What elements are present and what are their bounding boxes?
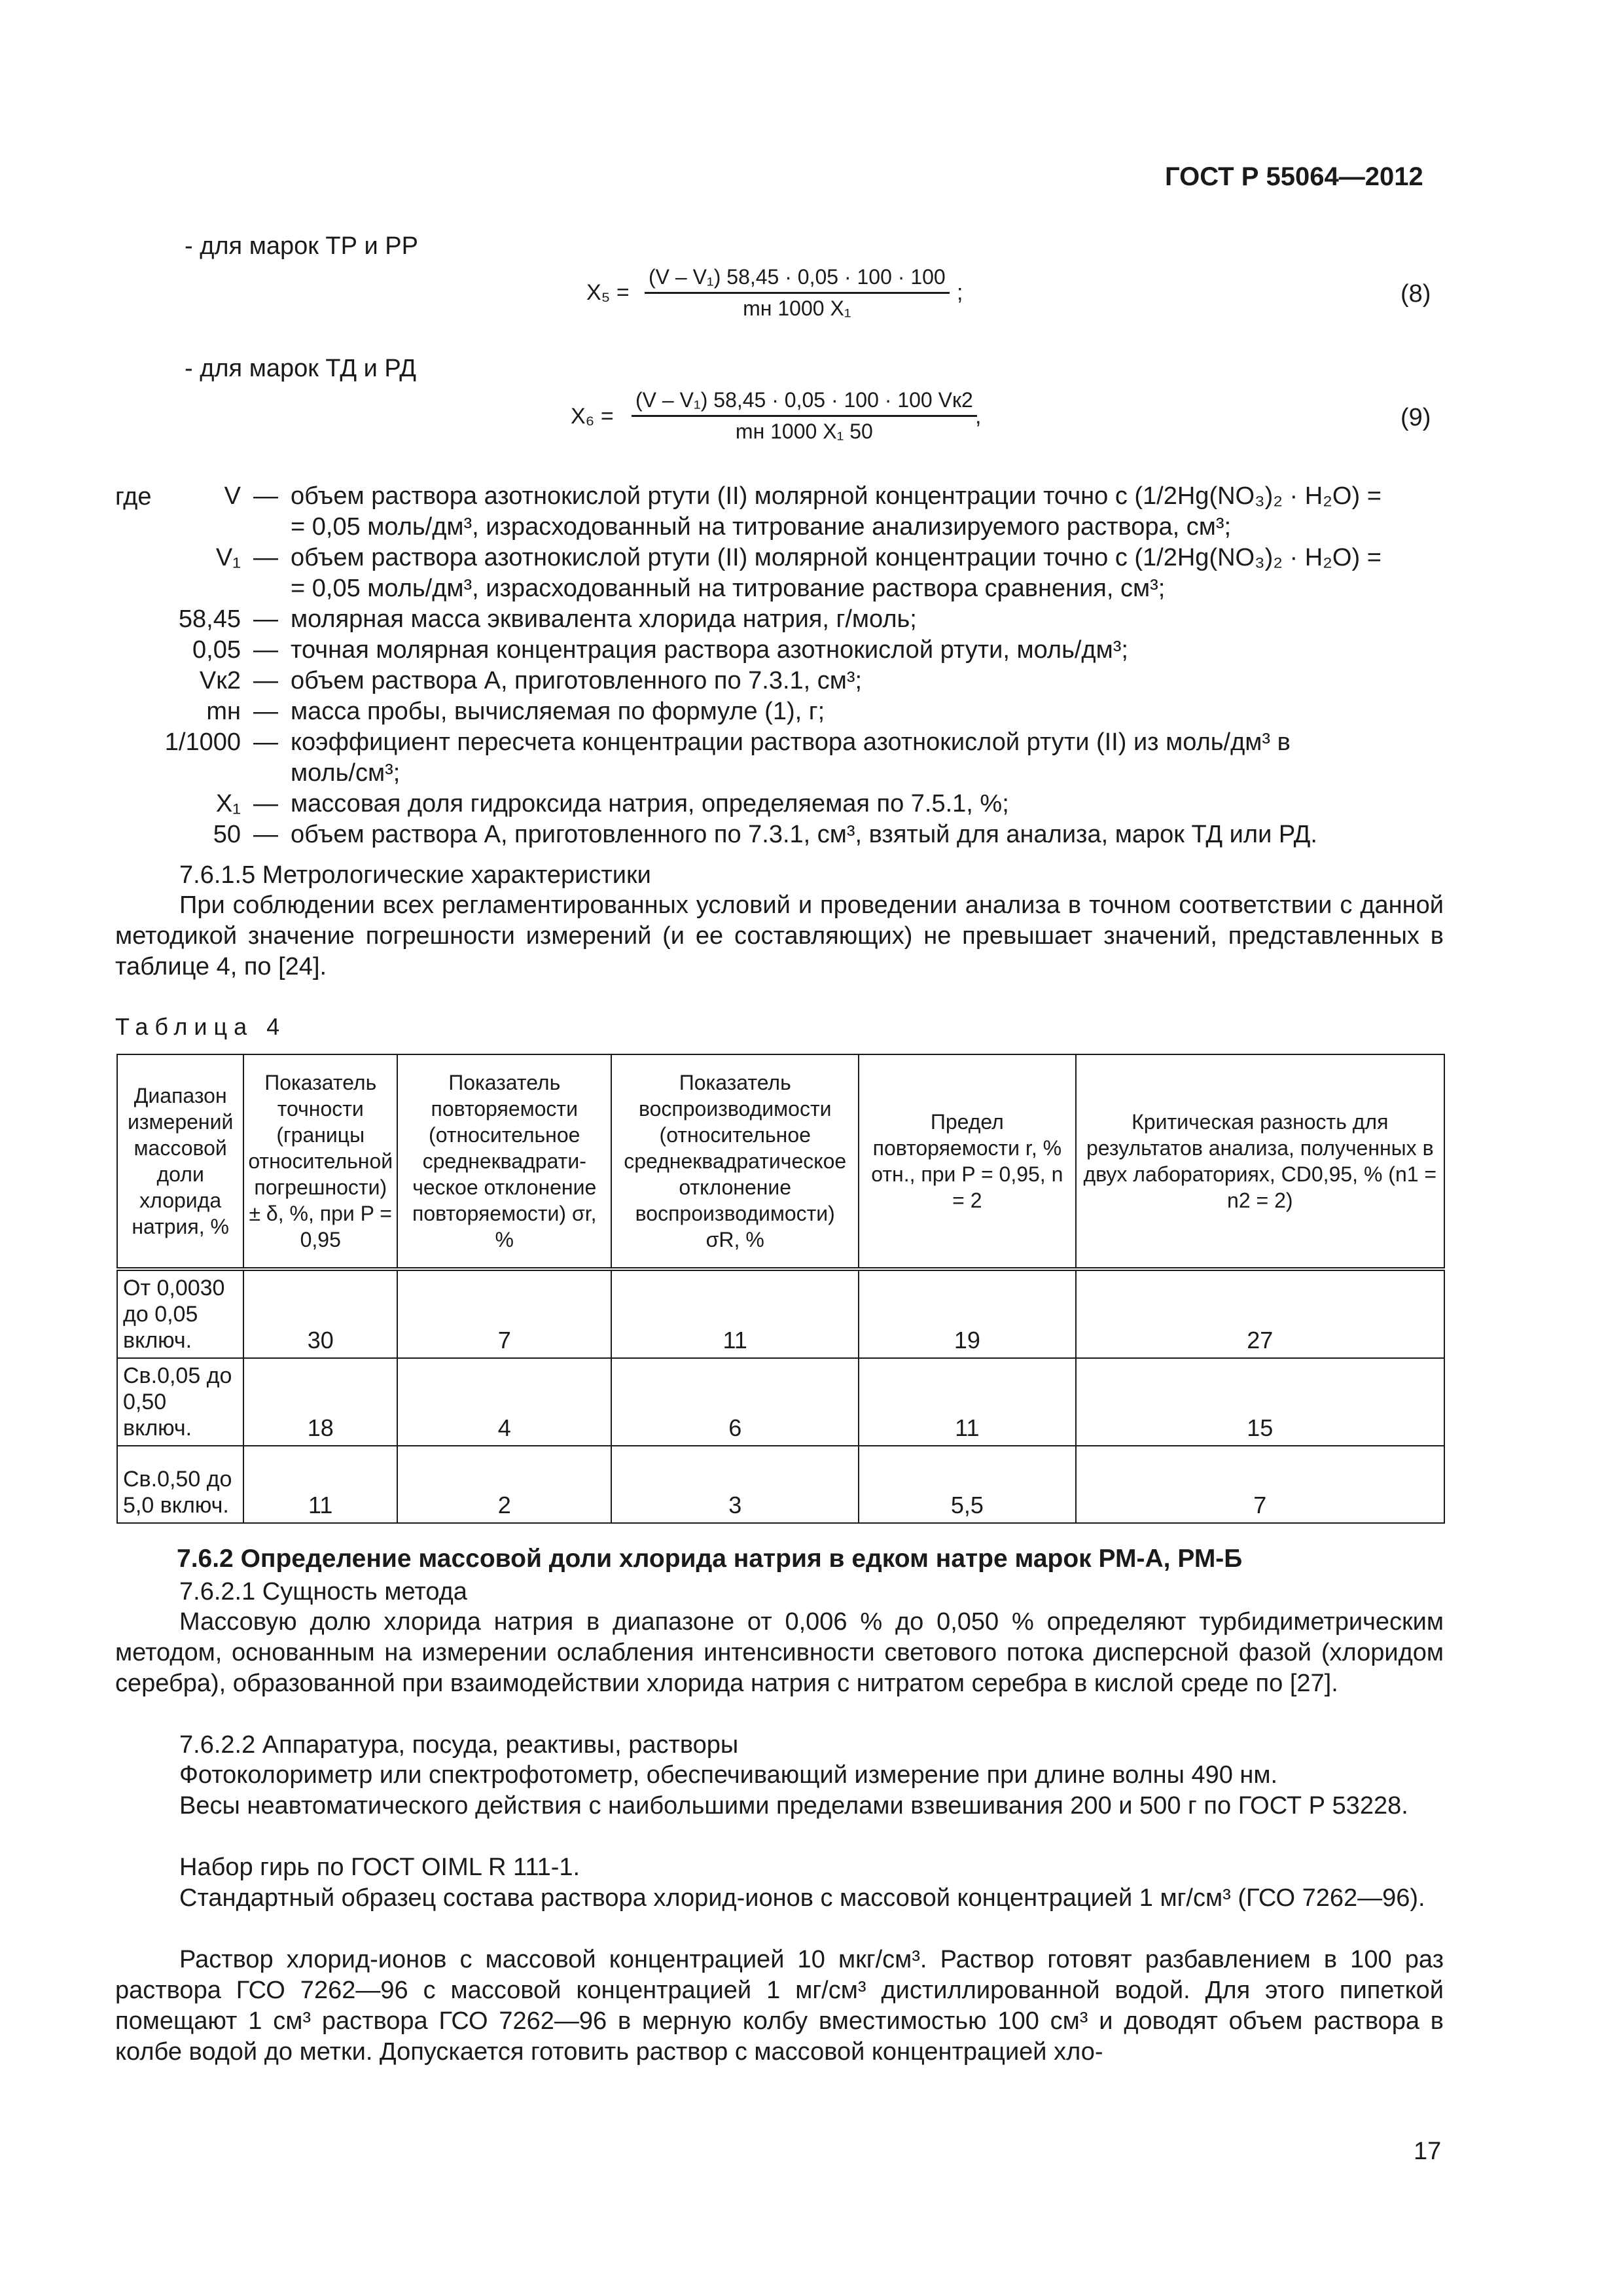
definition-dash: —	[253, 821, 278, 848]
value-cell: 11	[859, 1358, 1075, 1446]
apparatus-heading: 7.6.2.2 Аппаратура, посуда, реактивы, растворы	[179, 1731, 739, 1759]
table-header-cell: Показатель повторяемости (относительное среднеквадрати-ческое отклонение повторяемости) σr, %	[397, 1054, 611, 1269]
definition-dash: —	[253, 728, 278, 756]
definition-term: 50	[213, 821, 241, 848]
value-cell: 11	[611, 1269, 859, 1358]
table-header-cell: Показатель воспроизводимости (относительное среднеквадратическое отклонение воспроизводимости) σR, %	[611, 1054, 859, 1269]
formula-8-tail: ;	[957, 280, 963, 305]
section-title: 7.6.2 Определение массовой доли хлорида натрия в едком натре марок РМ-А, РМ-Б	[177, 1545, 1243, 1573]
definition-item	[115, 789, 1444, 819]
formula-9-numerator: (V – V₁) 58,45 · 0,05 · 100 · 100 Vк2	[632, 388, 977, 417]
value-cell: 3	[611, 1446, 859, 1523]
range-cell: Св.0,50 до 5,0 включ.	[117, 1446, 243, 1523]
formula-9-label: - для марок ТД и РД	[185, 355, 416, 382]
apparatus-scales: Весы неавтоматического действия с наибольшими пределами взвешивания 200 и 500 г по ГОСТ Р 53228.	[179, 1792, 1408, 1820]
section-essence-text: Массовую долю хлорида натрия в диапазоне от 0,006 % до 0,050 % определяют турбидиметрическим методом, основанным на измерении ослабления интенсивности светового потока дисперсной фазой (хлоридом серебра), образованной при взаимодействии хлорида натрия с нитратом серебра в кислой среде по [27].	[115, 1608, 1444, 1697]
metrology-table	[116, 1054, 1445, 1524]
apparatus-photometer: Фотоколориметр или спектрофотометр, обеспечивающий измерение при длине волны 490 нм.	[179, 1761, 1278, 1789]
value-cell: 7	[1076, 1446, 1444, 1523]
table-header-cell: Предел повторяемости r, % отн., при P = 0,95, n = 2	[859, 1054, 1075, 1269]
table-row	[117, 1358, 1444, 1446]
page-number: 17	[1414, 2138, 1442, 2165]
definition-text: объем раствора А, приготовленного по 7.3.1, см³, взятый для анализа, марок ТД или РД.	[291, 821, 1317, 848]
definition-dash: —	[253, 698, 278, 725]
definition-term: mн	[206, 698, 241, 725]
section-essence-heading: 7.6.2.1 Сущность метода	[179, 1578, 467, 1605]
definition-term: 58,45	[178, 605, 241, 633]
table-row	[117, 1269, 1444, 1358]
definition-item	[115, 543, 1444, 573]
formula-9-fraction	[632, 388, 977, 444]
table-header-cell: Критическая разность для результатов анализа, полученных в двух лабораториях, CD0,95, % (n1 = n2 = 2)	[1076, 1054, 1444, 1269]
value-cell: 6	[611, 1358, 859, 1446]
definition-continuation: = 0,05 моль/дм³, израсходованный на титрование анализируемого раствора, см³;	[291, 513, 1232, 541]
definition-item	[115, 666, 1444, 696]
value-cell: 15	[1076, 1358, 1444, 1446]
definition-item	[115, 696, 1444, 727]
metrology-paragraph: При соблюдении всех регламентированных условий и проведении анализа в точном соответствии с данной методикой значение погрешности измерений (и ее составляющих) не превышает значений, представленных в таблице 4, по [24].	[115, 891, 1444, 980]
definition-item	[115, 481, 1444, 512]
value-cell: 7	[397, 1269, 611, 1358]
definition-term: X₁	[215, 790, 241, 817]
metrology-heading: 7.6.1.5 Метрологические характеристики	[179, 861, 651, 889]
formula-9-number: (9)	[1400, 404, 1431, 431]
value-cell: 30	[243, 1269, 397, 1358]
table-header-row	[117, 1054, 1444, 1269]
definition-dash: —	[253, 636, 278, 664]
definition-text: объем раствора А, приготовленного по 7.3.1, см³;	[291, 667, 863, 694]
table-header-cell: Показатель точности (границы относительной погрешности) ± δ, %, при P = 0,95	[243, 1054, 397, 1269]
value-cell: 18	[243, 1358, 397, 1446]
definition-dash: —	[253, 544, 278, 571]
value-cell: 2	[397, 1446, 611, 1523]
formula-8-label: - для марок ТР и РР	[185, 232, 418, 260]
table-header-cell: Диапазон измерений массовой доли хлорида натрия, %	[117, 1054, 243, 1269]
value-cell: 4	[397, 1358, 611, 1446]
definition-term: 0,05	[192, 636, 241, 664]
table-caption: Таблица 4	[115, 1013, 287, 1040]
definition-dash: —	[253, 667, 278, 694]
definition-text: точная молярная концентрация раствора азотнокислой ртути, моль/дм³;	[291, 636, 1128, 664]
definition-dash: —	[253, 605, 278, 633]
range-cell: От 0,0030 до 0,05 включ.	[117, 1269, 243, 1358]
apparatus-weights: Набор гирь по ГОСТ OIML R 111-1.	[179, 1854, 580, 1881]
range-cell: Св.0,05 до 0,50 включ.	[117, 1358, 243, 1446]
formula-8-numerator: (V – V₁) 58,45 · 0,05 · 100 · 100	[645, 265, 950, 294]
definition-continuation: моль/см³;	[291, 759, 401, 787]
definition-item	[115, 819, 1444, 850]
definition-dash: —	[253, 790, 278, 817]
definition-text: масса пробы, вычисляемая по формуле (1), г;	[291, 698, 825, 725]
formula-8-fraction	[645, 265, 950, 321]
definition-text: объем раствора азотнокислой ртути (II) молярной концентрации точно c (1/2Hg(NO₃)₂ · H₂O) =	[291, 482, 1382, 510]
definition-item	[115, 727, 1444, 758]
definition-term: 1/1000	[164, 728, 241, 756]
definition-text: массовая доля гидроксида натрия, определяемая по 7.5.1, %;	[291, 790, 1009, 817]
formula-9-lhs: X₆ =	[571, 404, 614, 429]
definition-term: Vк2	[199, 667, 241, 694]
definition-text: молярная масса эквивалента хлорида натрия, г/моль;	[291, 605, 917, 633]
formula-8-lhs: X₅ =	[586, 280, 630, 305]
definitions-list	[115, 481, 1444, 850]
definition-item	[115, 635, 1444, 666]
formula-8-denominator: mн 1000 X₁	[743, 296, 851, 320]
formula-9-denominator: mн 1000 X₁ 50	[735, 420, 873, 443]
definition-dash: —	[253, 482, 278, 510]
reference-sample: Стандартный образец состава раствора хлорид-ионов с массовой концентрацией 1 мг/см³ (ГСО 7262—96).	[179, 1884, 1425, 1912]
definition-text: объем раствора азотнокислой ртути (II) молярной концентрации точно c (1/2Hg(NO₃)₂ · H₂O) =	[291, 544, 1382, 571]
definition-item	[115, 604, 1444, 635]
table-row	[117, 1446, 1444, 1523]
formula-8-number: (8)	[1400, 280, 1431, 308]
definition-term: V₁	[215, 544, 241, 571]
value-cell: 5,5	[859, 1446, 1075, 1523]
chloride-solution: Раствор хлорид-ионов с массовой концентрацией 10 мкг/см³. Раствор готовят разбавлением в 100 раз раствора ГСО 7262—96 с массовой концентрацией 1 мг/см³ дистиллированной водой. Для этого пипеткой помещают 1 см³ раствора ГСО 7262—96 в мерную колбу вместимостью 100 см³ и доводят объем раствора в колбе водой до метки. Допускается готовить раствор с массовой концентрацией хло-	[115, 1946, 1444, 2066]
definition-term: V	[224, 482, 241, 510]
standard-code: ГОСТ Р 55064—2012	[1165, 162, 1423, 191]
definition-continuation: = 0,05 моль/дм³, израсходованный на титрование раствора сравнения, см³;	[291, 575, 1166, 602]
where-label: где	[115, 483, 152, 511]
formula-9-tail: ,	[975, 404, 982, 429]
value-cell: 19	[859, 1269, 1075, 1358]
value-cell: 27	[1076, 1269, 1444, 1358]
value-cell: 11	[243, 1446, 397, 1523]
definition-text: коэффициент пересчета концентрации раствора азотнокислой ртути (II) из моль/дм³ в	[291, 728, 1291, 756]
